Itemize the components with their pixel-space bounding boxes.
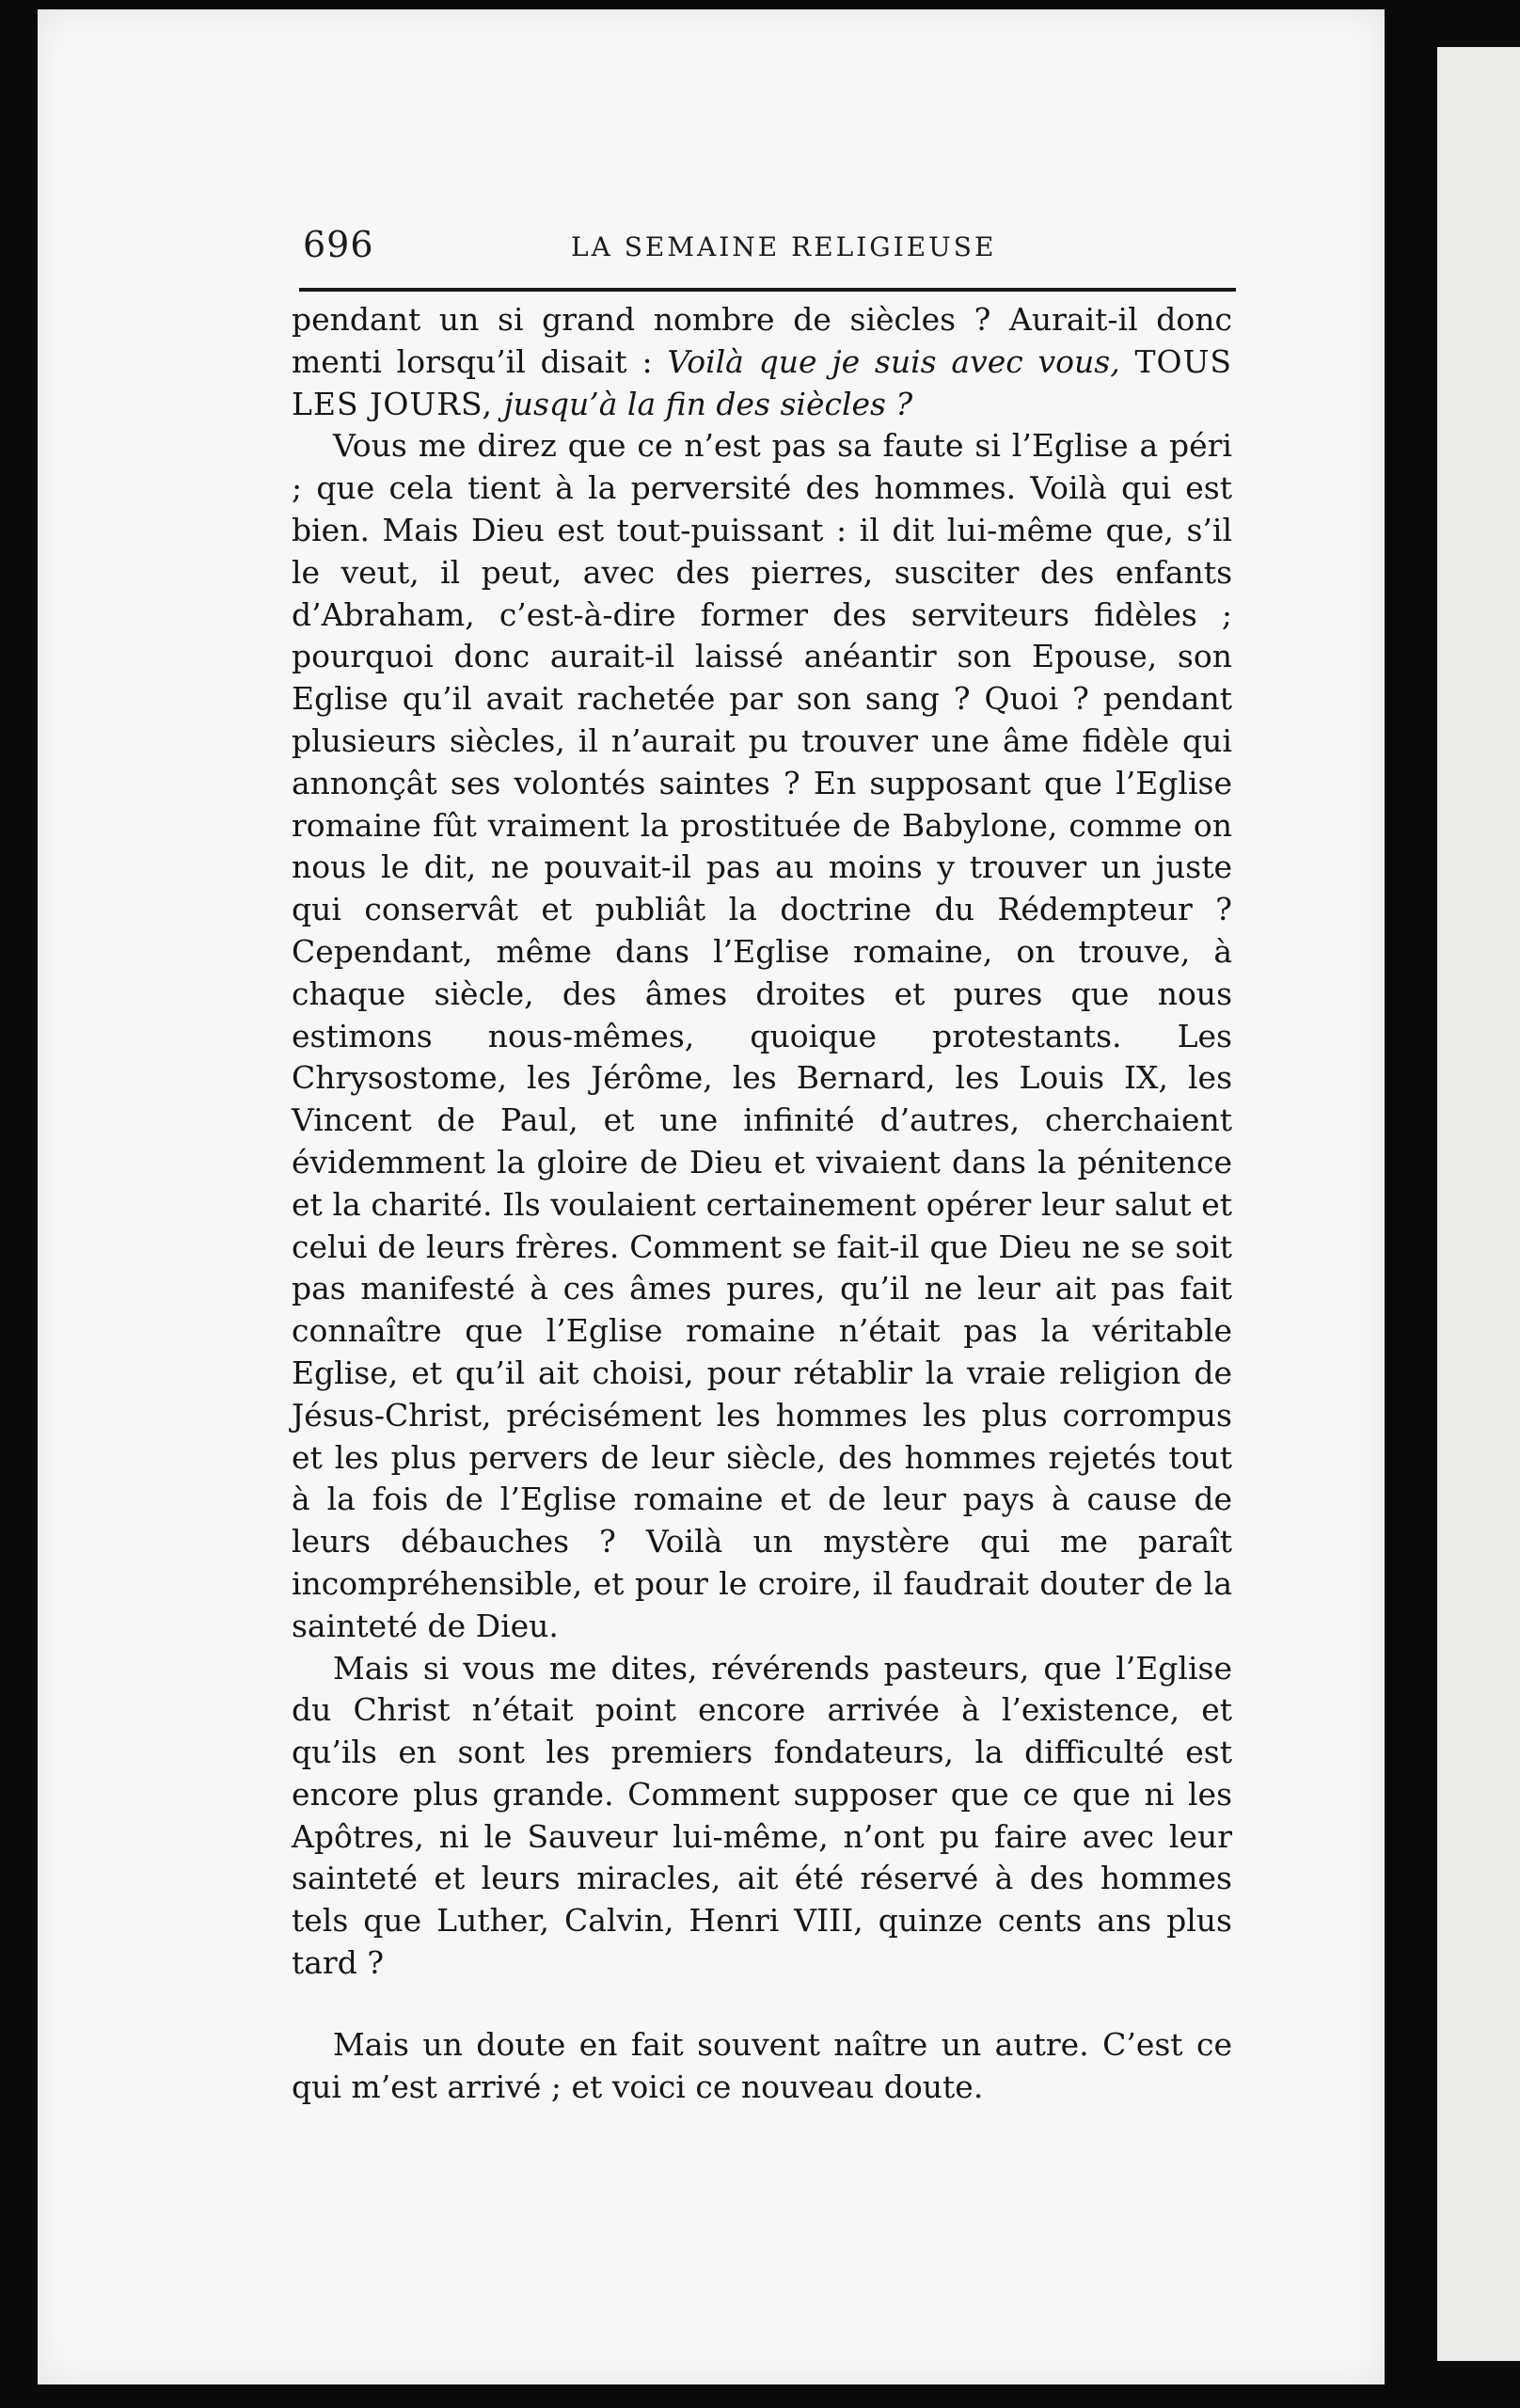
page-number: 696 bbox=[303, 224, 374, 265]
page-header bbox=[303, 224, 1234, 271]
paragraph bbox=[292, 425, 1232, 1647]
text-run: Mais un doute en fait souvent naître un autre. C’est ce qui m’est arrivé ; et voici ce nouveau doute. bbox=[292, 2025, 1232, 2105]
italic-quote-end: jusqu’à la fin des siècles ? bbox=[503, 385, 913, 422]
italic-quote: Voilà que je suis avec vous, bbox=[667, 342, 1135, 380]
paragraph bbox=[292, 2024, 1232, 2109]
small-caps-emphasis: TOUS LES JOURS, bbox=[292, 342, 1232, 422]
paragraph bbox=[292, 1648, 1232, 1985]
text-run: Mais si vous me dites, révérends pasteurs, que l’Eglise du Christ n’était point encore arrivée à l’existence, et qu’ils en sont les premiers fondateurs, la difficulté est encore plus grande. Comment supposer que ce que ni les Apôtres, ni le Sauveur lui-même, n’ont pu faire avec leur sainteté et leurs miracles, ait été réservé à des hommes tels que Luther, Calvin, Henri VIII, quinze cents ans plus tard ? bbox=[292, 1649, 1232, 1982]
header-rule bbox=[299, 288, 1236, 292]
paragraph bbox=[292, 299, 1232, 425]
running-title: LA SEMAINE RELIGIEUSE bbox=[571, 231, 997, 262]
body-text bbox=[292, 299, 1232, 2108]
adjacent-page-edge bbox=[1437, 47, 1520, 2361]
text-run: pendant un si grand nombre de siècles ? Aurait-il donc menti lorsqu’il disait : bbox=[292, 301, 1232, 380]
text-run: Vous me direz que ce n’est pas sa faute si l’Eglise a péri ; que cela tient à la perversité des hommes. Voilà qui est bien. Mais Dieu est tout-puissant : il dit lui-même que, s’il le veut, il peut, avec des pierres, susciter des enfants d’Abraham, c’est-à-dire former des serviteurs fidèles ; pourquoi donc aurait-il laissé anéantir son Epouse, son Eglise qu’il avait rachetée par son sang ? Quoi ? pendant plusieurs siècles, il n’aurait pu trouver une âme fidèle qui annonçât ses volontés saintes ? En supposant que l’Eglise romaine fût vraiment la prostituée de Babylone, comme on nous le dit, ne pouvait-il pas au moins y trouver un juste qui conservât et publiât la doctrine du Rédempteur ? Cependant, même dans l’Eglise romaine, on trouve, à chaque siècle, des âmes droites et pures que nous estimons nous-mêmes, quoique protestants. Les Chrysostome, les Jérôme, les Bernard, les Louis IX, les Vincent de Paul, et une infinité d’autres, cherchaient évidemment la gloire de Dieu et vivaient dans la pénitence et la charité. Ils voulaient certainement opérer leur salut et celui de leurs frères. Comment se fait-il que Dieu ne se soit pas manifesté à ces âmes pures, qu’il ne leur ait pas fait connaître que l’Eglise romaine n’était pas la véritable Eglise, et qu’il ait choisi, pour rétablir la vraie religion de Jésus-Christ, précisément les hommes les plus corrompus et les plus pervers de leur siècle, des hommes rejetés tout à la fois de l’Eglise romaine et de leur pays à cause de leurs débauches ? Voilà un mystère qui me paraît incompréhensible, et pour le croire, il faudrait douter de la sainteté de Dieu. bbox=[292, 427, 1232, 1644]
